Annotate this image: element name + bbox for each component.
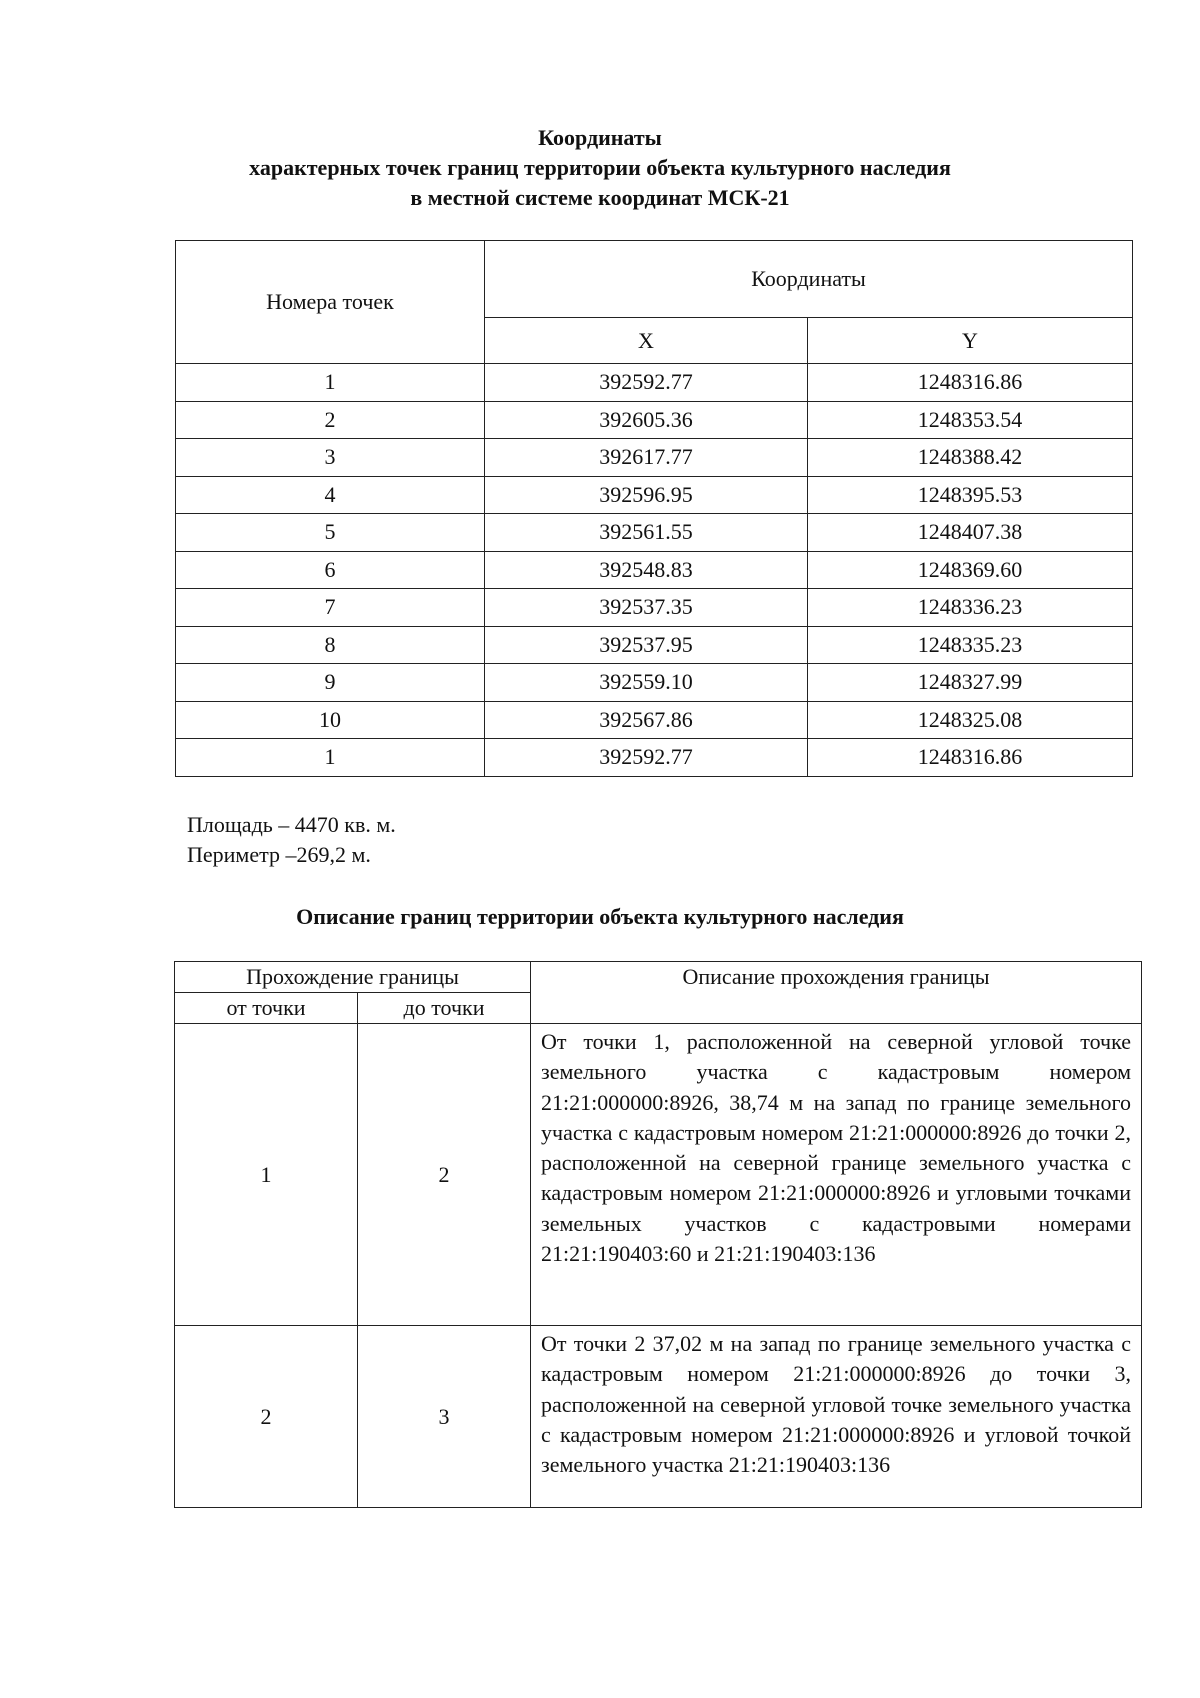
cell-y: 1248325.08 — [808, 701, 1133, 739]
table-row — [176, 551, 1133, 589]
table-row — [176, 589, 1133, 627]
table-row — [175, 1326, 1142, 1508]
cell-x: 392537.95 — [485, 626, 808, 664]
cell-x: 392605.36 — [485, 401, 808, 439]
coordinates-table — [175, 240, 1133, 777]
cell-x: 392596.95 — [485, 476, 808, 514]
header-point-numbers: Номера точек — [176, 241, 485, 364]
table-row — [176, 739, 1133, 777]
boundary-description-table — [174, 961, 1142, 1508]
cell-x: 392537.35 — [485, 589, 808, 627]
cell-point: 4 — [176, 476, 485, 514]
cell-x: 392592.77 — [485, 364, 808, 402]
cell-y: 1248388.42 — [808, 439, 1133, 477]
table-row — [176, 664, 1133, 702]
cell-x: 392592.77 — [485, 739, 808, 777]
header-from-point: от точки — [175, 993, 358, 1024]
cell-point: 3 — [176, 439, 485, 477]
doc-title-line-3: в местной системе координат МСК-21 — [410, 185, 790, 210]
cell-from: 1 — [175, 1024, 358, 1326]
cell-y: 1248407.38 — [808, 514, 1133, 552]
cell-x: 392617.77 — [485, 439, 808, 477]
header-boundary-pass: Прохождение границы — [175, 962, 531, 993]
cell-point: 1 — [176, 739, 485, 777]
doc-title-line-2: характерных точек границ территории объекта культурного наследия — [249, 155, 951, 180]
description-title: Описание границ территории объекта культурного наследия — [296, 904, 904, 929]
cell-description: От точки 2 37,02 м на запад по границе земельного участка с кадастровым номером 21:21:000000:8926 до точки 3, расположенной на северной угловой точке земельного участка с кадастровым номером 21:21:000000:8926 и угловой точкой земельного участка 21:21:190403:136 — [531, 1326, 1142, 1508]
cell-y: 1248353.54 — [808, 401, 1133, 439]
cell-y: 1248336.23 — [808, 589, 1133, 627]
cell-point: 8 — [176, 626, 485, 664]
header-coordinates: Координаты — [485, 241, 1133, 318]
cell-point: 9 — [176, 664, 485, 702]
cell-to: 3 — [358, 1326, 531, 1508]
table-row — [176, 439, 1133, 477]
cell-to: 2 — [358, 1024, 531, 1326]
cell-x: 392561.55 — [485, 514, 808, 552]
cell-y: 1248335.23 — [808, 626, 1133, 664]
header-to-point: до точки — [358, 993, 531, 1024]
cell-y: 1248395.53 — [808, 476, 1133, 514]
table-row — [176, 626, 1133, 664]
cell-x: 392548.83 — [485, 551, 808, 589]
cell-point: 7 — [176, 589, 485, 627]
cell-description: От точки 1, расположенной на северной угловой точке земельного участка с кадастровым номером 21:21:000000:8926, 38,74 м на запад по границе земельного участка с кадастровым номером 21:21:000000:8926 до точки 2, расположенной на северной границе земельного участка с кадастровым номером 21:21:000000:8926 и угловыми точками земельных участков с кадастровыми номерами 21:21:190403:60 и 21:21:190403:136 — [531, 1024, 1142, 1326]
cell-point: 5 — [176, 514, 485, 552]
perimeter-text: Периметр –269,2 м. — [187, 842, 371, 867]
header-description: Описание прохождения границы — [531, 962, 1142, 1024]
cell-y: 1248316.86 — [808, 364, 1133, 402]
area-text: Площадь – 4470 кв. м. — [187, 812, 396, 837]
cell-point: 6 — [176, 551, 485, 589]
cell-point: 2 — [176, 401, 485, 439]
table-row — [176, 364, 1133, 402]
cell-y: 1248369.60 — [808, 551, 1133, 589]
cell-y: 1248327.99 — [808, 664, 1133, 702]
cell-y: 1248316.86 — [808, 739, 1133, 777]
table-row — [176, 476, 1133, 514]
table-row — [176, 701, 1133, 739]
table-row — [175, 1024, 1142, 1326]
cell-point: 1 — [176, 364, 485, 402]
doc-title-line-1: Координаты — [538, 125, 662, 150]
cell-from: 2 — [175, 1326, 358, 1508]
cell-x: 392559.10 — [485, 664, 808, 702]
table-row — [176, 514, 1133, 552]
header-y: Y — [808, 318, 1133, 364]
cell-point: 10 — [176, 701, 485, 739]
table-row — [176, 401, 1133, 439]
cell-x: 392567.86 — [485, 701, 808, 739]
header-x: X — [485, 318, 808, 364]
